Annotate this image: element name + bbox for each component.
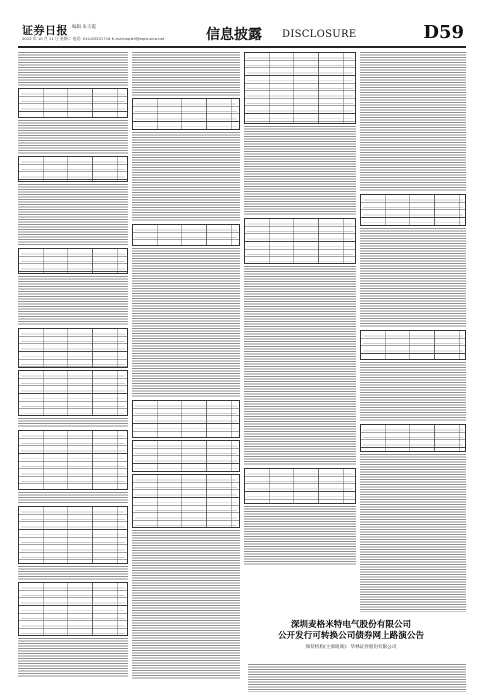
text-block bbox=[360, 52, 466, 192]
text-block bbox=[18, 638, 128, 678]
page-number: D59 bbox=[423, 22, 464, 43]
text-block bbox=[18, 184, 128, 246]
notice-company: 深圳麦格米特电气股份有限公司 bbox=[290, 620, 412, 630]
data-table bbox=[18, 328, 128, 368]
editor-line: 编辑 朱玉霞 bbox=[72, 25, 96, 30]
text-block bbox=[18, 276, 128, 326]
column-1 bbox=[18, 52, 128, 692]
data-table bbox=[132, 224, 240, 246]
data-table bbox=[132, 440, 240, 472]
text-block bbox=[132, 530, 240, 680]
text-block bbox=[18, 492, 128, 504]
newspaper-logo: 证券日报 bbox=[22, 24, 68, 37]
masthead bbox=[0, 0, 484, 44]
data-table bbox=[18, 248, 128, 274]
text-block bbox=[132, 248, 240, 398]
notice-body bbox=[248, 664, 466, 692]
data-table bbox=[244, 52, 356, 124]
column-3 bbox=[244, 52, 356, 692]
data-table bbox=[18, 370, 128, 416]
data-table bbox=[132, 474, 240, 528]
section-title: 信息披露 bbox=[206, 27, 262, 43]
text-block bbox=[18, 52, 128, 86]
text-block bbox=[244, 126, 356, 216]
data-table bbox=[132, 400, 240, 438]
text-block bbox=[132, 132, 240, 222]
data-table bbox=[18, 430, 128, 490]
text-block bbox=[18, 418, 128, 428]
text-block bbox=[248, 664, 466, 692]
text-block bbox=[18, 120, 128, 154]
notice-sponsor: 保荐机构(主承销商)：华林证券股份有限公司 bbox=[305, 645, 397, 650]
data-table bbox=[360, 424, 466, 452]
date-line: 2022 年 10 月 11 日 星期二 电话: 010-83251716 E-mail:zqrb9@zqrb.sina.net bbox=[22, 36, 165, 41]
text-block bbox=[132, 52, 240, 96]
text-block bbox=[244, 506, 356, 566]
text-block bbox=[360, 362, 466, 422]
data-table bbox=[360, 330, 466, 360]
notice-headline: 公开发行可转换公司债券网上路演公告 bbox=[277, 631, 425, 641]
data-table bbox=[18, 582, 128, 636]
column-2 bbox=[132, 52, 240, 692]
notice-title bbox=[248, 620, 454, 650]
data-table bbox=[18, 156, 128, 182]
data-table bbox=[132, 98, 240, 130]
text-block bbox=[18, 566, 128, 580]
text-block bbox=[360, 454, 466, 614]
data-table bbox=[360, 194, 466, 226]
column-4 bbox=[360, 52, 466, 692]
header-rule bbox=[18, 46, 466, 48]
data-table bbox=[244, 468, 356, 504]
data-table bbox=[18, 506, 128, 564]
data-table bbox=[244, 218, 356, 264]
text-block bbox=[244, 266, 356, 466]
section-title-en: DISCLOSURE bbox=[282, 29, 357, 40]
data-table bbox=[18, 88, 128, 118]
text-block bbox=[360, 228, 466, 328]
